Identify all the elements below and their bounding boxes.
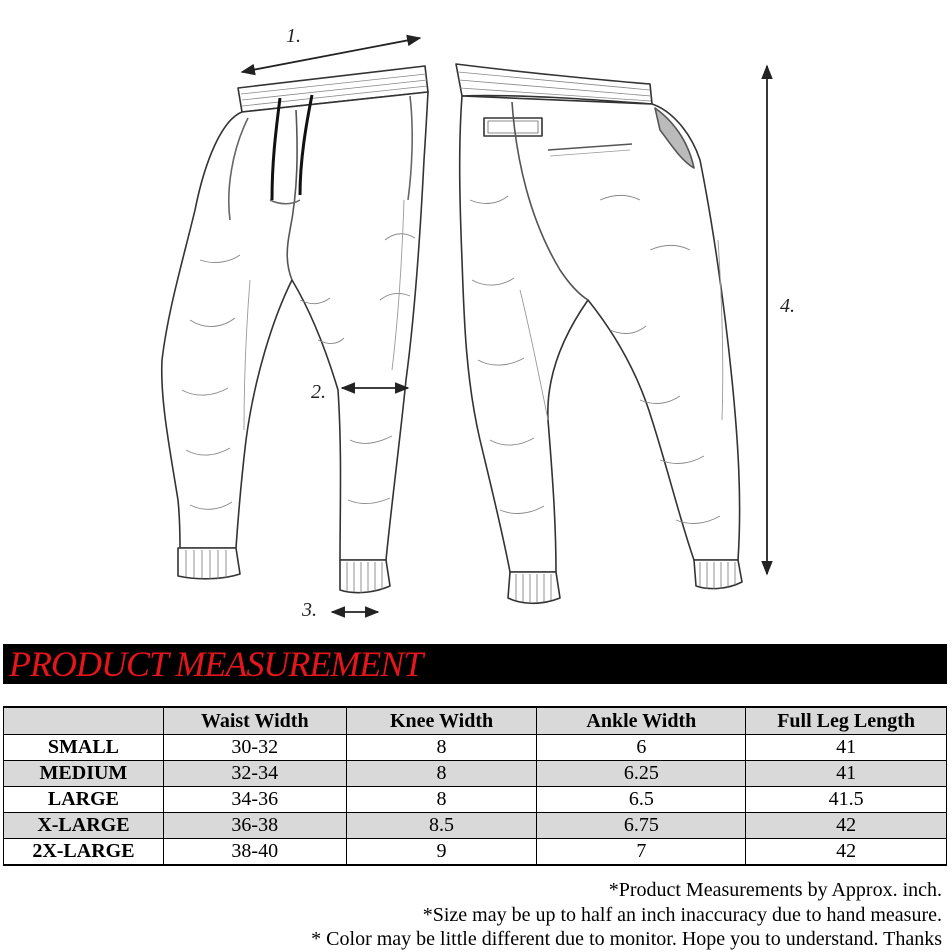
ankle-cell: 6.5	[537, 787, 746, 813]
size-cell: SMALL	[4, 735, 164, 761]
table-row	[4, 813, 947, 839]
header-knee-width: Knee Width	[346, 707, 537, 735]
waist-arrow	[242, 38, 420, 72]
size-cell: 2X-LARGE	[4, 839, 164, 866]
length-cell: 41	[746, 735, 947, 761]
length-cell: 42	[746, 813, 947, 839]
measurement-notes	[311, 878, 942, 952]
header-ankle-width: Ankle Width	[537, 707, 746, 735]
length-cell: 42	[746, 839, 947, 866]
dimension-label-2: 2.	[311, 381, 326, 403]
waist-cell: 36-38	[163, 813, 346, 839]
knee-cell: 8	[346, 761, 537, 787]
dimension-label-1: 1.	[286, 25, 301, 47]
product-measurement-banner	[3, 644, 947, 684]
waist-cell: 32-34	[163, 761, 346, 787]
size-cell: MEDIUM	[4, 761, 164, 787]
front-right-cuff	[340, 560, 390, 593]
length-cell: 41	[746, 761, 947, 787]
knee-cell: 8	[346, 735, 537, 761]
waist-cell: 34-36	[163, 787, 346, 813]
ankle-cell: 6.25	[537, 761, 746, 787]
size-cell: LARGE	[4, 787, 164, 813]
back-view-pants	[456, 64, 742, 603]
table-row	[4, 839, 947, 866]
front-outline	[162, 92, 428, 560]
note-hand-measure: *Size may be up to half an inch inaccuracy due to hand measure.	[422, 903, 942, 926]
table-row	[4, 735, 947, 761]
header-waist-width: Waist Width	[163, 707, 346, 735]
header-full-leg-length: Full Leg Length	[746, 707, 947, 735]
waist-cell: 38-40	[163, 839, 346, 866]
note-color-monitor: * Color may be little different due to monitor. Hope you to understand. Thanks	[311, 928, 942, 950]
note-approx-inch: *Product Measurements by Approx. inch.	[608, 879, 942, 901]
size-chart-table	[3, 706, 947, 866]
back-outline	[460, 96, 740, 572]
knee-cell: 8	[346, 787, 537, 813]
front-left-cuff	[178, 548, 240, 579]
banner-title: PRODUCT MEASUREMENT	[9, 644, 423, 684]
waist-cell: 30-32	[163, 735, 346, 761]
table-header-row	[4, 707, 947, 735]
knee-cell: 9	[346, 839, 537, 866]
ankle-cell: 6.75	[537, 813, 746, 839]
table-row	[4, 787, 947, 813]
dimension-label-3: 3.	[302, 599, 317, 621]
front-view-pants	[162, 66, 428, 593]
size-cell: X-LARGE	[4, 813, 164, 839]
ankle-cell: 7	[537, 839, 746, 866]
knee-cell: 8.5	[346, 813, 537, 839]
dimension-label-4: 4.	[780, 295, 795, 317]
table-row	[4, 761, 947, 787]
header-size	[4, 707, 164, 735]
length-cell: 41.5	[746, 787, 947, 813]
ankle-cell: 6	[537, 735, 746, 761]
